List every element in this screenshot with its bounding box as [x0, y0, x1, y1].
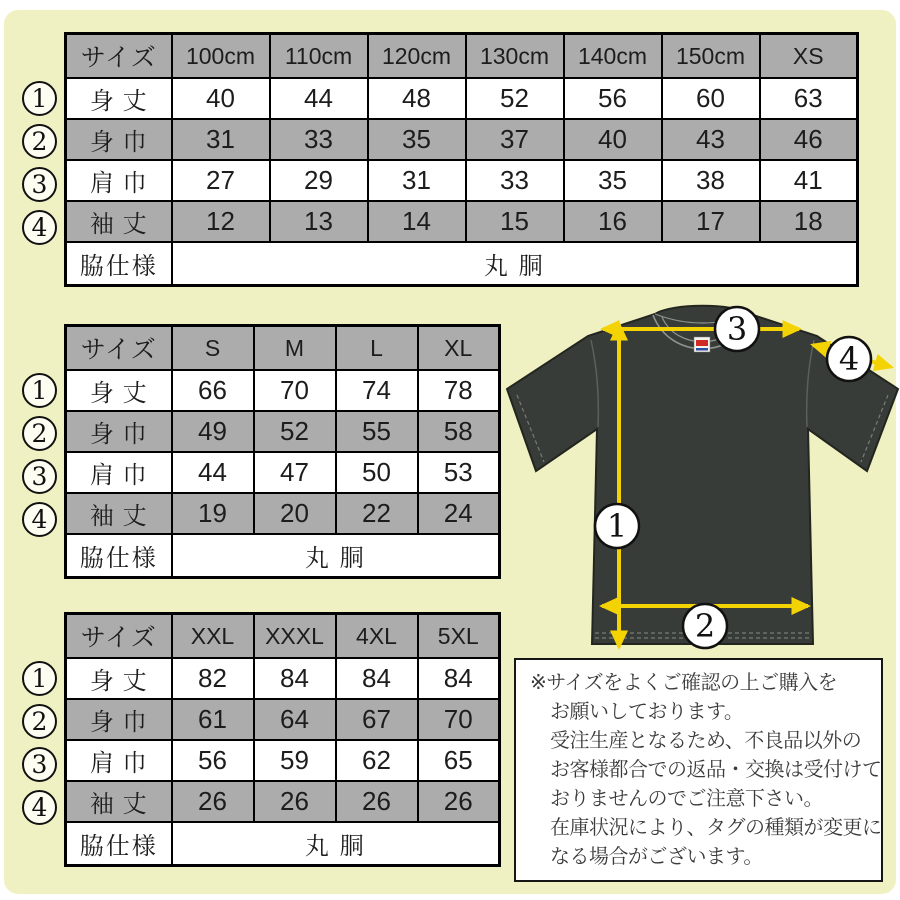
note-line: 在庫状況により、タグの種類が変更に: [550, 817, 882, 839]
marker-2-body-width: 2: [22, 124, 57, 159]
tshirt-measurement-diagram: [505, 296, 900, 664]
column-header: 120cm: [368, 34, 466, 79]
column-header: 140cm: [564, 34, 662, 79]
column-header: 4XL: [336, 614, 418, 659]
marker-3-shoulder-width: 3: [22, 747, 57, 782]
svg-text:1: 1: [606, 507, 628, 545]
measurement-value: 46: [760, 119, 858, 160]
note-line: 受注生産となるため、不良品以外の: [550, 730, 862, 752]
measurement-value: 17: [662, 201, 760, 242]
column-header: 130cm: [466, 34, 564, 79]
measurement-value: 33: [270, 119, 368, 160]
marker-3-shoulder-width: 3: [22, 459, 57, 494]
note-line: お客様都合での返品・交換は受付けて: [550, 759, 882, 781]
column-header: XS: [760, 34, 858, 79]
purchase-note: [514, 658, 883, 882]
diagram-marker-1: [595, 504, 639, 548]
row-label: 脇仕様: [66, 534, 172, 578]
measurement-value: 31: [368, 160, 466, 201]
measurement-value: 52: [254, 411, 336, 452]
column-header: 5XL: [418, 614, 500, 659]
measurement-value: 22: [336, 493, 418, 534]
plus-size-table: [64, 612, 501, 867]
measurement-value: 44: [172, 452, 254, 493]
measurement-value: 84: [418, 658, 500, 699]
row-label: 身 巾: [66, 119, 172, 160]
measurement-value: 31: [172, 119, 270, 160]
measurement-value: 13: [270, 201, 368, 242]
marker-1-body-length: 1: [22, 661, 57, 696]
measurement-value: 49: [172, 411, 254, 452]
column-header: サイズ: [66, 614, 172, 659]
row-label: 袖 丈: [66, 781, 172, 822]
measurement-value: 27: [172, 160, 270, 201]
measurement-value: 50: [336, 452, 418, 493]
column-header: 100cm: [172, 34, 270, 79]
measurement-value: 40: [172, 78, 270, 119]
measurement-value: 66: [172, 370, 254, 411]
measurement-value: 56: [172, 740, 254, 781]
measurement-value: 15: [466, 201, 564, 242]
row-label: 肩 巾: [66, 452, 172, 493]
measurement-value: 37: [466, 119, 564, 160]
svg-text:2: 2: [694, 607, 716, 645]
measurement-value: 24: [418, 493, 500, 534]
measurement-value: 29: [270, 160, 368, 201]
marker-4-sleeve-length: 4: [22, 210, 57, 245]
measurement-value: 62: [336, 740, 418, 781]
marker-3-shoulder-width: 3: [22, 167, 57, 202]
row-label: 身 丈: [66, 658, 172, 699]
measurement-value: 58: [418, 411, 500, 452]
side-spec-value: 丸 胴: [172, 534, 500, 578]
row-label: 肩 巾: [66, 160, 172, 201]
measurement-value: 60: [662, 78, 760, 119]
svg-text:3: 3: [726, 310, 748, 348]
measurement-value: 74: [336, 370, 418, 411]
measurement-value: 26: [254, 781, 336, 822]
measurement-value: 63: [760, 78, 858, 119]
column-header: M: [254, 326, 336, 371]
measurement-value: 61: [172, 699, 254, 740]
measurement-value: 52: [466, 78, 564, 119]
row-label: 身 丈: [66, 78, 172, 119]
marker-1-body-length: 1: [22, 373, 57, 408]
adult-size-table: [64, 324, 501, 579]
diagram-marker-4: [827, 337, 871, 381]
measurement-value: 26: [172, 781, 254, 822]
column-header: 150cm: [662, 34, 760, 79]
neck-brand-tag: [694, 337, 710, 352]
measurement-value: 33: [466, 160, 564, 201]
measurement-value: 78: [418, 370, 500, 411]
measurement-value: 84: [336, 658, 418, 699]
measurement-value: 82: [172, 658, 254, 699]
column-header: サイズ: [66, 34, 172, 79]
measurement-value: 40: [564, 119, 662, 160]
row-label: 身 巾: [66, 699, 172, 740]
measurement-value: 84: [254, 658, 336, 699]
measurement-value: 67: [336, 699, 418, 740]
measurement-value: 38: [662, 160, 760, 201]
row-label: 袖 丈: [66, 493, 172, 534]
diagram-marker-2: [683, 604, 727, 648]
marker-4-sleeve-length: 4: [22, 790, 57, 825]
row-label: 脇仕様: [66, 822, 172, 866]
measurement-value: 56: [564, 78, 662, 119]
measurement-value: 44: [270, 78, 368, 119]
row-label: 脇仕様: [66, 242, 172, 286]
measurement-value: 70: [418, 699, 500, 740]
measurement-value: 59: [254, 740, 336, 781]
marker-2-body-width: 2: [22, 704, 57, 739]
row-label: 袖 丈: [66, 201, 172, 242]
row-label: 身 巾: [66, 411, 172, 452]
column-header: L: [336, 326, 418, 371]
column-header: S: [172, 326, 254, 371]
note-line: お願いしております。: [550, 701, 744, 723]
column-header: XL: [418, 326, 500, 371]
note-line: おりませんのでご注意下さい。: [550, 788, 823, 810]
measurement-value: 48: [368, 78, 466, 119]
measurement-value: 47: [254, 452, 336, 493]
measurement-value: 55: [336, 411, 418, 452]
column-header: サイズ: [66, 326, 172, 371]
measurement-value: 64: [254, 699, 336, 740]
measurement-value: 70: [254, 370, 336, 411]
measurement-value: 43: [662, 119, 760, 160]
measurement-value: 26: [336, 781, 418, 822]
measurement-value: 65: [418, 740, 500, 781]
column-header: XXXL: [254, 614, 336, 659]
row-label: 身 丈: [66, 370, 172, 411]
row-label: 肩 巾: [66, 740, 172, 781]
side-spec-value: 丸 胴: [172, 242, 858, 286]
measurement-value: 16: [564, 201, 662, 242]
measurement-value: 26: [418, 781, 500, 822]
measurement-value: 12: [172, 201, 270, 242]
measurement-value: 19: [172, 493, 254, 534]
column-header: 110cm: [270, 34, 368, 79]
note-line: ※サイズをよくご確認の上ご購入を: [530, 672, 838, 694]
measurement-value: 35: [368, 119, 466, 160]
diagram-marker-3: [715, 307, 759, 351]
measurement-value: 53: [418, 452, 500, 493]
column-header: XXL: [172, 614, 254, 659]
measurement-value: 35: [564, 160, 662, 201]
measurement-value: 14: [368, 201, 466, 242]
marker-1-body-length: 1: [22, 81, 57, 116]
note-line: なる場合がございます。: [550, 846, 763, 868]
measurement-value: 41: [760, 160, 858, 201]
side-spec-value: 丸 胴: [172, 822, 500, 866]
kids-size-table: [64, 32, 859, 287]
svg-text:4: 4: [838, 340, 860, 378]
measurement-value: 18: [760, 201, 858, 242]
measurement-value: 20: [254, 493, 336, 534]
marker-2-body-width: 2: [22, 416, 57, 451]
marker-4-sleeve-length: 4: [22, 502, 57, 537]
